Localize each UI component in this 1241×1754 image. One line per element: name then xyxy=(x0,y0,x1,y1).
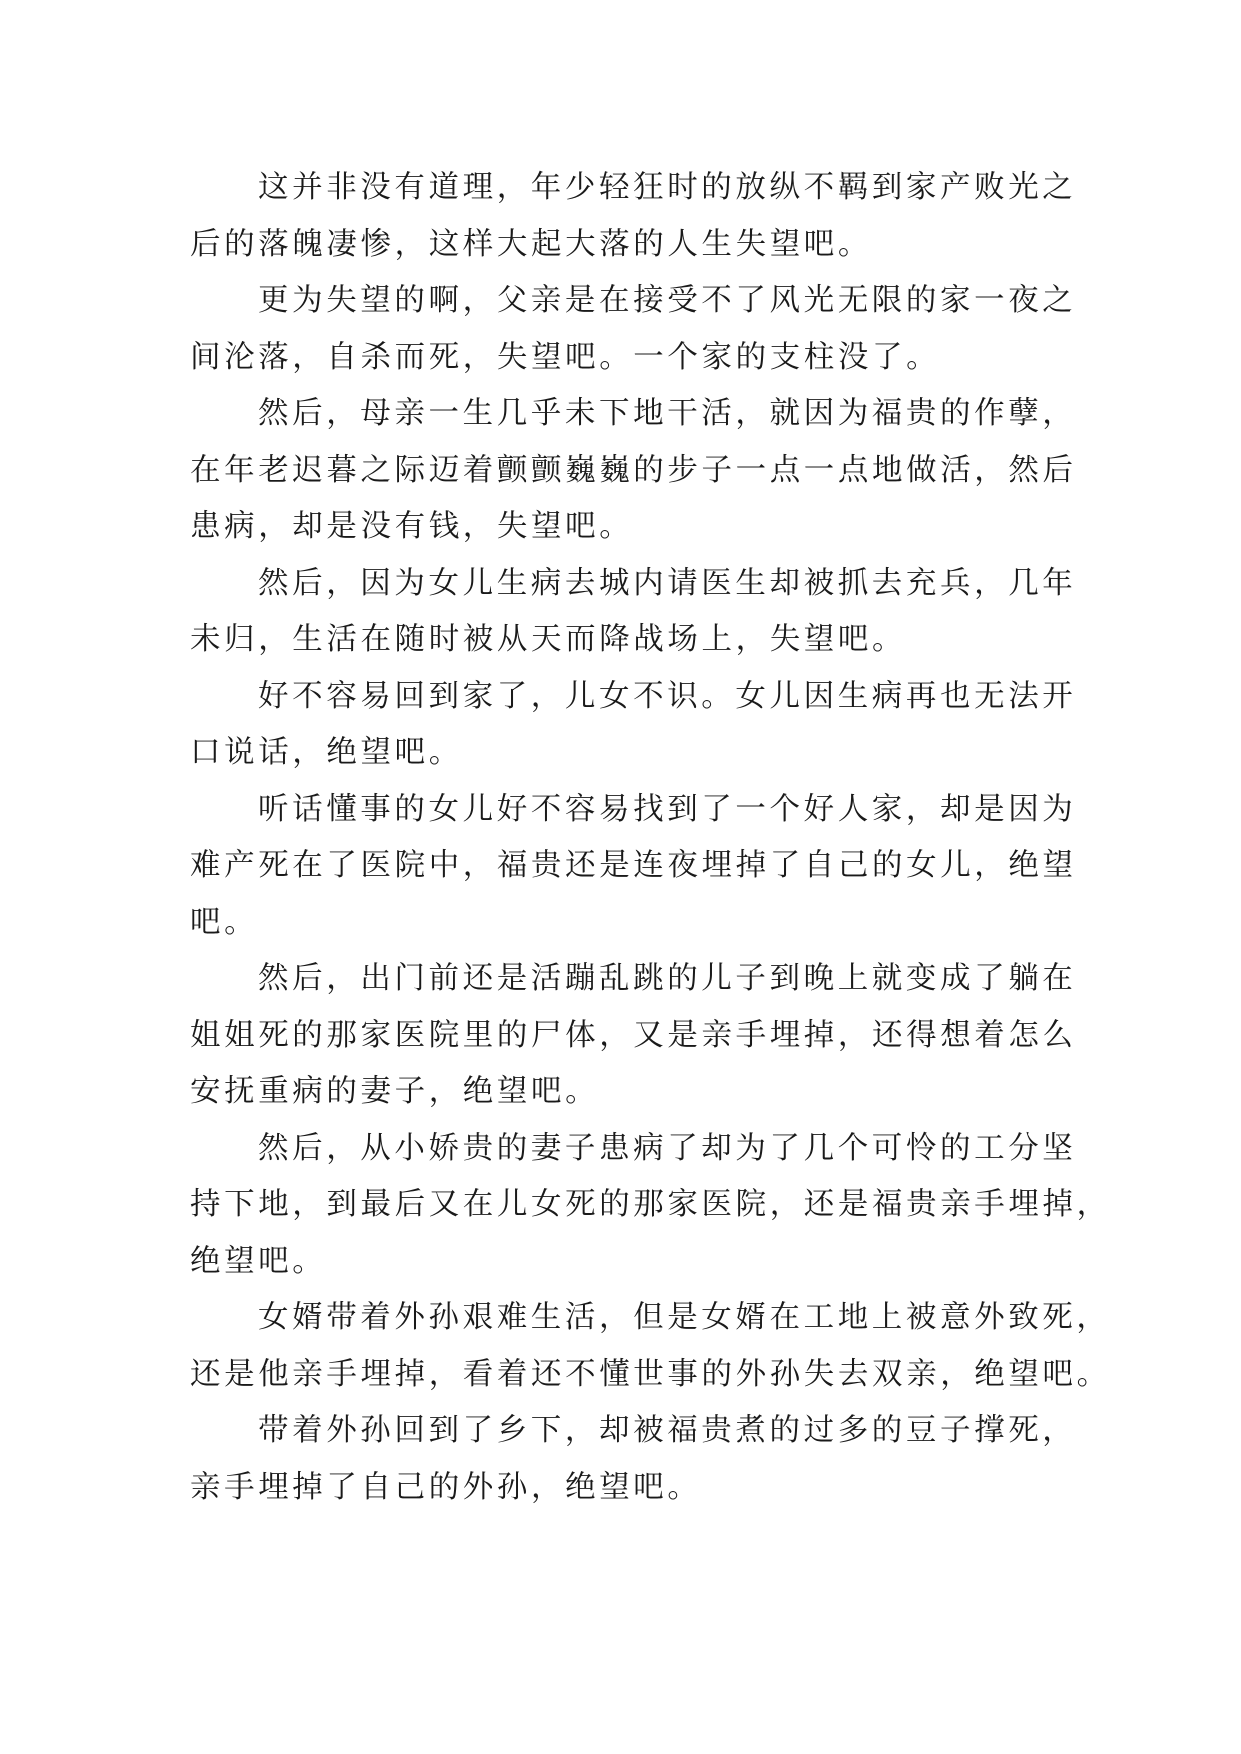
text-line: 亲手埋掉了自己的外孙，绝望吧。 xyxy=(190,1469,702,1505)
paragraph xyxy=(190,386,1077,556)
text-line: 间沦落，自杀而死，失望吧。一个家的支柱没了。 xyxy=(190,339,941,375)
text-line: 绝望吧。 xyxy=(190,1243,327,1279)
paragraph xyxy=(190,1403,1077,1516)
body-text xyxy=(190,160,1111,1516)
text-line: 更为失望的啊，父亲是在接受不了风光无限的家一夜之 xyxy=(258,283,1077,318)
paragraph xyxy=(190,951,1077,1121)
paragraph xyxy=(190,273,1077,386)
text-line: 持下地，到最后又在儿女死的那家医院，还是福贵亲手埋掉， xyxy=(190,1187,1111,1222)
text-line: 未归，生活在随时被从天而降战场上，失望吧。 xyxy=(190,622,907,657)
text-line: 然后，出门前还是活蹦乱跳的儿子到晚上就变成了躺在 xyxy=(258,961,1077,996)
text-line: 患病，却是没有钱，失望吧。 xyxy=(190,509,634,544)
text-line: 还是他亲手埋掉，看着还不懂世事的外孙失去双亲，绝望吧。 xyxy=(190,1356,1111,1392)
text-line: 带着外孙回到了乡下，却被福贵煮的过多的豆子撑死， xyxy=(258,1413,1077,1448)
text-line: 然后，从小娇贵的妻子患病了却为了几个可怜的工分坚 xyxy=(258,1130,1077,1166)
text-line: 姐姐死的那家医院里的尸体，又是亲手埋掉，还得想着怎么 xyxy=(190,1017,1077,1053)
text-line: 安抚重病的妻子，绝望吧。 xyxy=(190,1074,600,1109)
paragraph xyxy=(190,669,1077,782)
text-line: 后的落魄凄惨，这样大起大落的人生失望吧。 xyxy=(190,226,872,262)
text-line: 然后，因为女儿生病去城内请医生却被抓去充兵，几年 xyxy=(258,565,1077,601)
paragraph xyxy=(190,160,1077,273)
text-line: 好不容易回到家了，儿女不识。女儿因生病再也无法开 xyxy=(258,678,1077,714)
text-line: 这并非没有道理，年少轻狂时的放纵不羁到家产败光之 xyxy=(258,170,1077,205)
text-line: 在年老迟暮之际迈着颤颤巍巍的步子一点一点地做活，然后 xyxy=(190,452,1077,488)
text-line: 然后，母亲一生几乎未下地干活，就因为福贵的作孽， xyxy=(258,396,1077,431)
text-line: 女婿带着外孙艰难生活，但是女婿在工地上被意外致死， xyxy=(258,1300,1111,1335)
paragraph xyxy=(190,556,1077,669)
text-line: 听话懂事的女儿好不容易找到了一个好人家，却是因为 xyxy=(258,791,1077,827)
text-line: 口说话，绝望吧。 xyxy=(190,735,463,770)
paragraph xyxy=(190,1121,1111,1291)
text-line: 吧。 xyxy=(190,904,259,940)
paragraph xyxy=(190,782,1077,952)
text-line: 难产死在了医院中，福贵还是连夜埋掉了自己的女儿，绝望 xyxy=(190,848,1077,883)
paragraph xyxy=(190,1290,1111,1403)
